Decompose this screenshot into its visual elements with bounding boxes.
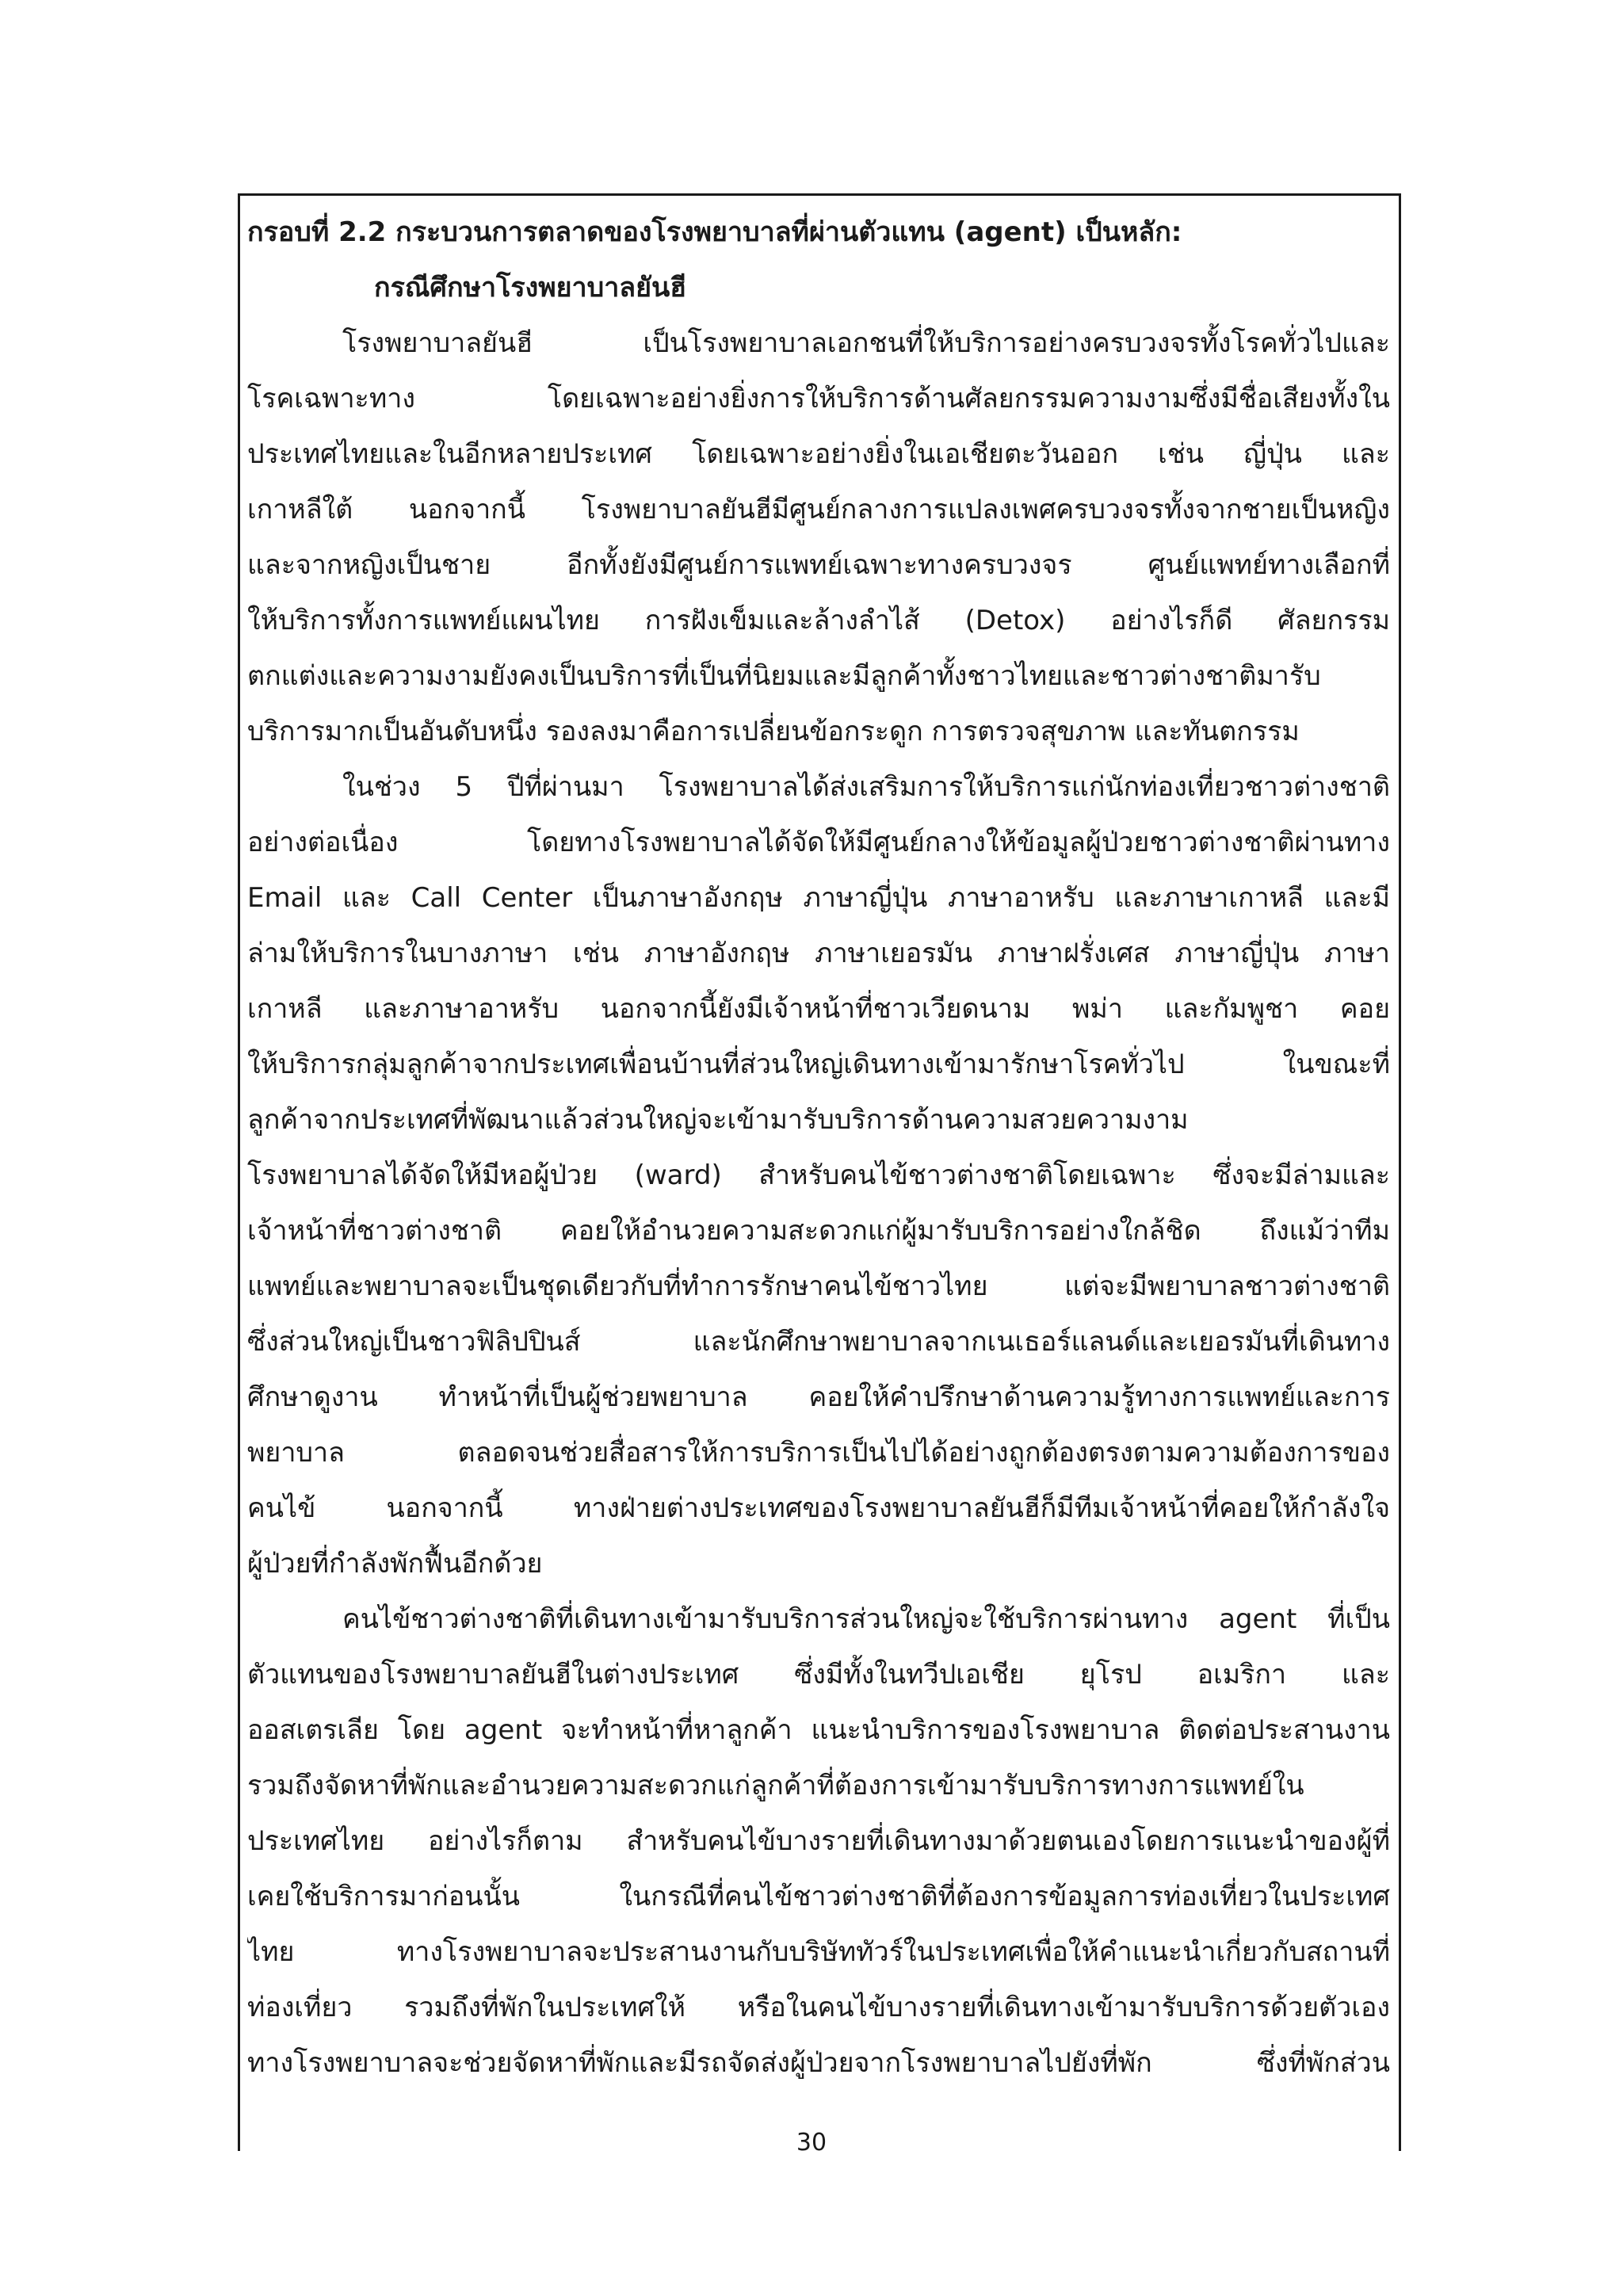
paragraph-line: แพทย์และพยาบาลจะเป็นชุดเดียวกับที่ทำการรักษาคนไข้ชาวไทย แต่จะมีพยาบาลชาวต่างชาติ bbox=[247, 1270, 1390, 1302]
paragraph-line: เคยใช้บริการมาก่อนนั้น ในกรณีที่คนไข้ชาวต่างชาติที่ต้องการข้อมูลการท่องเที่ยวในประเทศ bbox=[247, 1881, 1390, 1912]
page-number: 30 bbox=[796, 2129, 827, 2157]
paragraph-line: เกาหลี และภาษาอาหรับ นอกจากนี้ยังมีเจ้าหน้าที่ชาวเวียดนาม พม่า และกัมพูชา คอย bbox=[247, 993, 1390, 1025]
paragraph-line: ซึ่งส่วนใหญ่เป็นชาวฟิลิปปินส์ และนักศึกษาพยาบาลจากเนเธอร์แลนด์และเยอรมันที่เดินทาง bbox=[247, 1326, 1390, 1358]
paragraph-line: ในช่วง 5 ปีที่ผ่านมา โรงพยาบาลได้ส่งเสริมการให้บริการแก่นักท่องเที่ยวชาวต่างชาติ bbox=[342, 771, 1390, 803]
paragraph-line: รวมถึงจัดหาที่พักและอำนวยความสะดวกแก่ลูกค้าที่ต้องการเข้ามารับบริการทางการแพทย์ใน bbox=[247, 1770, 1304, 1801]
paragraph-line: ล่ามให้บริการในบางภาษา เช่น ภาษาอังกฤษ ภาษาเยอรมัน ภาษาฝรั่งเศส ภาษาญี่ปุ่น ภาษา bbox=[247, 938, 1390, 969]
paragraph-line: ออสเตรเลีย โดย agent จะทำหน้าที่หาลูกค้า แนะนำบริการของโรงพยาบาล ติดต่อประสานงาน bbox=[247, 1714, 1390, 1746]
paragraph-line: ท่องเที่ยว รวมถึงที่พักในประเทศให้ หรือในคนไข้บางรายที่เดินทางเข้ามารับบริการด้วยตัวเอง bbox=[247, 1992, 1390, 2023]
paragraph-line: และจากหญิงเป็นชาย อีกทั้งยังมีศูนย์การแพทย์เฉพาะทางครบวงจร ศูนย์แพทย์ทางเลือกที่ bbox=[247, 549, 1390, 581]
paragraph-line: โรคเฉพาะทาง โดยเฉพาะอย่างยิ่งการให้บริการด้านศัลยกรรมความงามซึ่งมีชื่อเสียงทั้งใน bbox=[247, 383, 1390, 415]
paragraph-line: ประเทศไทย อย่างไรก็ตาม สำหรับคนไข้บางรายที่เดินทางมาด้วยตนเองโดยการแนะนำของผู้ที่ bbox=[247, 1825, 1390, 1857]
paragraph-line: บริการมากเป็นอันดับหนึ่ง รองลงมาคือการเปลี่ยนข้อกระดูก การตรวจสุขภาพ และทันตกรรม bbox=[247, 716, 1300, 747]
paragraph-line: Email และ Call Center เป็นภาษาอังกฤษ ภาษาญี่ปุ่น ภาษาอาหรับ และภาษาเกาหลี และมี bbox=[247, 882, 1390, 914]
paragraph-line: ตัวแทนของโรงพยาบาลยันฮีในต่างประเทศ ซึ่งมีทั้งในทวีปเอเชีย ยุโรป อเมริกา และ bbox=[247, 1659, 1390, 1690]
paragraph-line: ศึกษาดูงาน ทำหน้าที่เป็นผู้ช่วยพยาบาล คอยให้คำปรึกษาด้านความรู้ทางการแพทย์และการ bbox=[247, 1381, 1390, 1413]
paragraph-line: ให้บริการทั้งการแพทย์แผนไทย การฝังเข็มและล้างลำไส้ (Detox) อย่างไรก็ดี ศัลยกรรม bbox=[247, 605, 1390, 636]
paragraph-line: ลูกค้าจากประเทศที่พัฒนาแล้วส่วนใหญ่จะเข้ามารับบริการด้านความสวยความงาม bbox=[247, 1104, 1189, 1136]
paragraph-line: โรงพยาบาลได้จัดให้มีหอผู้ป่วย (ward) สำหรับคนไข้ชาวต่างชาติโดยเฉพาะ ซึ่งจะมีล่ามและ bbox=[247, 1159, 1390, 1191]
paragraph-line: ทางโรงพยาบาลจะช่วยจัดหาที่พักและมีรถจัดส่งผู้ป่วยจากโรงพยาบาลไปยังที่พัก ซึ่งที่พักส่วน bbox=[247, 2047, 1390, 2079]
paragraph-line: ไทย ทางโรงพยาบาลจะประสานงานกับบริษัททัวร์ในประเทศเพื่อให้คำแนะนำเกี่ยวกับสถานที่ bbox=[247, 1936, 1390, 1968]
paragraph-line: โรงพยาบาลยันฮี เป็นโรงพยาบาลเอกชนที่ให้บริการอย่างครบวงจรทั้งโรคทั่วไปและ bbox=[342, 327, 1390, 359]
paragraph-line: พยาบาล ตลอดจนช่วยสื่อสารให้การบริการเป็นไปได้อย่างถูกต้องตรงตามความต้องการของ bbox=[247, 1437, 1390, 1469]
paragraph-line: อย่างต่อเนื่อง โดยทางโรงพยาบาลได้จัดให้มีศูนย์กลางให้ข้อมูลผู้ป่วยชาวต่างชาติผ่านทาง bbox=[247, 827, 1390, 858]
paragraph-line: ผู้ป่วยที่กำลังพักฟื้นอีกด้วย bbox=[247, 1548, 543, 1580]
paragraph-line: ประเทศไทยและในอีกหลายประเทศ โดยเฉพาะอย่างยิ่งในเอเชียตะวันออก เช่น ญี่ปุ่น และ bbox=[247, 438, 1390, 470]
paragraph-line: เกาหลีใต้ นอกจากนี้ โรงพยาบาลยันฮีมีศูนย์กลางการแปลงเพศครบวงจรทั้งจากชายเป็นหญิง bbox=[247, 494, 1390, 525]
box-title: กรอบที่ 2.2 กระบวนการตลาดของโรงพยาบาลที่ผ่านตัวแทน (agent) เป็นหลัก: bbox=[247, 216, 1182, 248]
box-subtitle: กรณีศึกษาโรงพยาบาลยันฮี bbox=[374, 272, 687, 304]
paragraph-line: เจ้าหน้าที่ชาวต่างชาติ คอยให้อำนวยความสะดวกแก่ผู้มารับบริการอย่างใกล้ชิด ถึงแม้ว่าทีม bbox=[247, 1215, 1390, 1247]
paragraph-line: คนไข้ชาวต่างชาติที่เดินทางเข้ามารับบริการส่วนใหญ่จะใช้บริการผ่านทาง agent ที่เป็น bbox=[342, 1603, 1390, 1635]
paragraph-line: ให้บริการกลุ่มลูกค้าจากประเทศเพื่อนบ้านที่ส่วนใหญ่เดินทางเข้ามารักษาโรคทั่วไป ในขณะที่ bbox=[247, 1049, 1390, 1080]
paragraph-line: ตกแต่งและความงามยังคงเป็นบริการที่เป็นที่นิยมและมีลูกค้าทั้งชาวไทยและชาวต่างชาติมารับ bbox=[247, 660, 1321, 692]
paragraph-line: คนไข้ นอกจากนี้ ทางฝ่ายต่างประเทศของโรงพยาบาลยันฮีก็มีทีมเจ้าหน้าที่คอยให้กำลังใจ bbox=[247, 1492, 1390, 1524]
